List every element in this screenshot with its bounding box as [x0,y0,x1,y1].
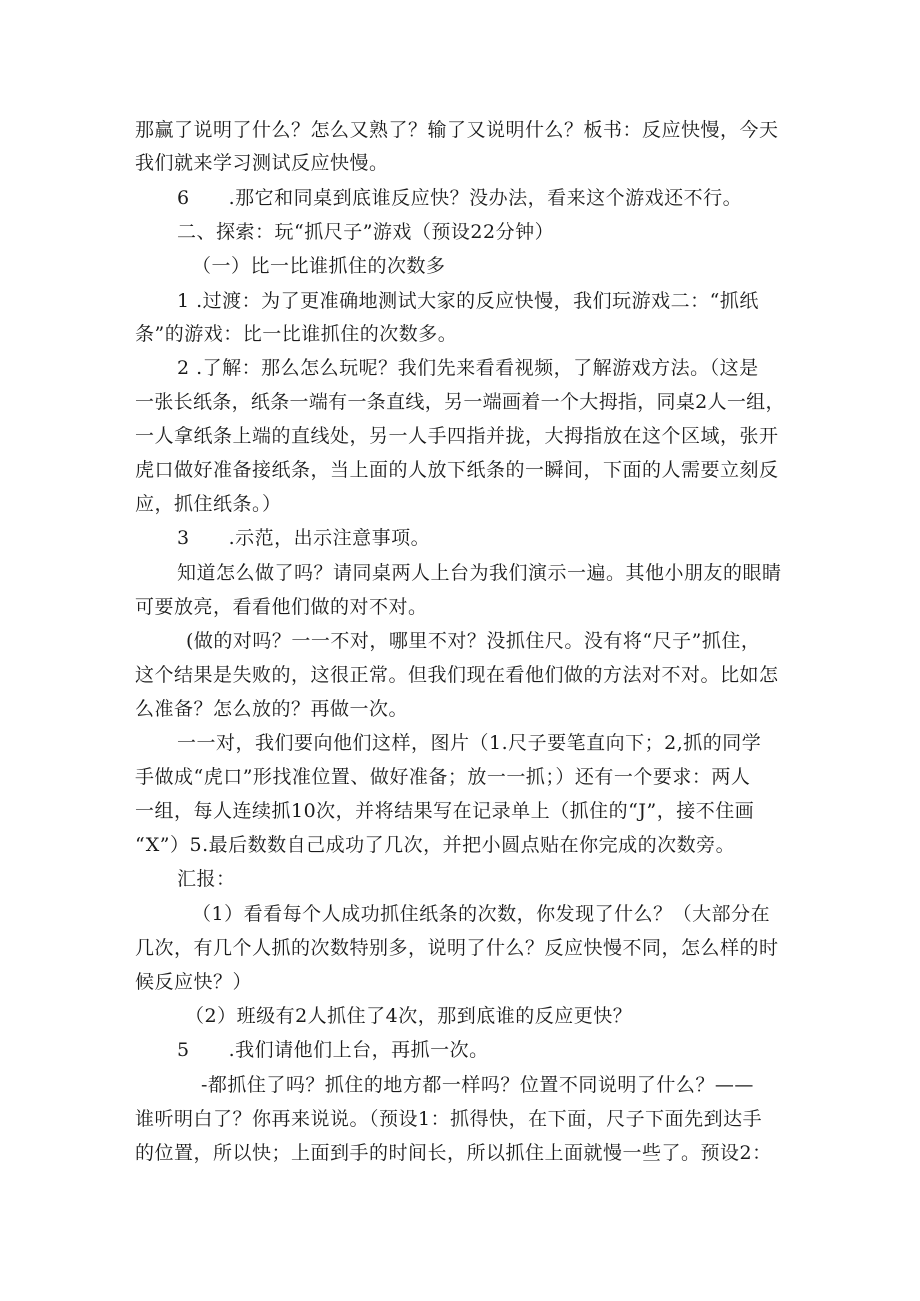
text-line-1 [135,118,779,142]
text-line-12-content: 应，抓住纸条。） [135,493,282,515]
text-line-9-content: 一张长纸条，纸条一端有一条直线，另一端画着一个大拇指，同桌2人一组， [135,391,785,413]
text-line-27-content: （2）班级有2人抓住了4次，那到底谁的反应更快？ [185,1005,633,1027]
text-line-22-content: “X”）5.最后数数自己成功了几次，并把小圆点贴在你完成的次数旁。 [135,834,736,856]
text-line-20-content: 手做成“虎口”形找准位置、做好准备；放一一抓；）还有一个要求：两人 [135,766,751,788]
text-line-2-content: 我们就来学习测试反应快慢。 [135,152,389,174]
text-line-25-content: 几次，有几个人抓的次数特别多，说明了什么？反应快慢不同，怎么样的时 [135,937,779,959]
text-line-23 [177,867,236,891]
text-line-30-content: 谁听明白了？你再来说说。（预设1：抓得快，在下面，尺子下面先到达手 [135,1108,763,1130]
text-line-11-content: 虎口做好准备接纸条，当上面的人放下纸条的一瞬间，下面的人需要立刻反 [135,459,779,481]
text-line-3 [177,186,742,210]
text-line-12 [135,492,282,516]
text-line-7 [135,322,457,346]
text-line-20 [135,765,750,789]
text-line-2 [135,151,389,175]
text-line-4-content: 二、探索：玩“抓尺子”游戏（预设22分钟） [177,221,555,243]
text-line-14 [177,561,782,585]
text-line-8-content: 2 .了解：那么怎么玩呢？我们先来看看视频，了解游戏方法。（这是 [177,357,759,379]
text-line-31-content: 的位置，所以快；上面到手的时间长，所以抓住上面就慢一些了。预设2： [135,1142,772,1164]
text-line-4 [177,220,554,244]
text-line-5 [192,254,446,278]
text-line-28 [177,1038,489,1062]
text-line-18 [135,697,408,721]
text-line-13-content: 3 .示范，出示注意事项。 [177,527,431,549]
text-line-1-content: 那赢了说明了什么？怎么又熟了？输了又说明什么？板书：反应快慢，今天 [135,119,779,141]
text-line-17-content: 这个结果是失败的，这很正常。但我们现在看他们做的方法对不对。比如怎 [135,664,779,686]
text-line-23-content: 汇报： [177,868,236,890]
text-line-15 [135,595,428,619]
text-line-6-content: 1 .过渡：为了更准确地测试大家的反应快慢，我们玩游戏二：“抓纸 [177,290,759,312]
text-line-3-content: 6 .那它和同桌到底谁反应快？没办法，看来这个游戏还不行。 [177,187,743,209]
text-line-5-content: （一）比一比谁抓住的次数多 [192,255,446,277]
text-line-11 [135,458,779,482]
text-line-16 [186,629,760,653]
text-line-15-content: 可要放亮，看看他们做的对不对。 [135,596,428,618]
text-line-31 [135,1141,772,1165]
text-line-9 [135,390,785,414]
text-line-14-content: 知道怎么做了吗？请同桌两人上台为我们演示一遍。其他小朋友的眼睛 [177,562,782,584]
text-line-19 [177,731,761,755]
text-line-10-content: 一人拿纸条上端的直线处，另一人手四指并拢，大拇指放在这个区域，张开 [135,425,779,447]
text-line-13 [177,526,430,550]
text-line-24 [192,902,770,926]
text-line-29-content: -都抓住了吗？抓住的地方都一样吗？位置不同说明了什么？—— [201,1074,754,1096]
text-line-24-content: （1）看看每个人成功抓住纸条的次数，你发现了什么？（大部分在 [192,903,771,925]
text-line-8 [177,356,759,380]
text-line-21 [135,799,754,823]
text-line-10 [135,424,779,448]
text-line-7-content: 条”的游戏：比一比谁抓住的次数多。 [135,323,458,345]
text-line-26-content: 候反应快？） [135,971,253,993]
text-line-22 [135,833,735,857]
text-line-21-content: 一组，每人连续抓10次，并将结果写在记录单上（抓住的“J”，接不住画 [135,800,755,822]
text-line-29 [201,1073,754,1097]
text-line-6 [177,289,759,313]
text-line-30 [135,1107,762,1131]
text-line-26 [135,970,252,994]
text-line-16-content: (做的对吗？一一不对，哪里不对？没抓住尺。没有将“尺子”抓住， [186,630,761,652]
text-line-17 [135,663,779,687]
text-line-25 [135,936,779,960]
text-line-19-content: 一一对，我们要向他们这样，图片（1.尺子要笔直向下；2,抓的同学 [177,732,762,754]
text-line-28-content: 5 .我们请他们上台，再抓一次。 [177,1039,489,1061]
text-line-27 [185,1004,632,1028]
text-line-18-content: 么准备？怎么放的？再做一次。 [135,698,409,720]
